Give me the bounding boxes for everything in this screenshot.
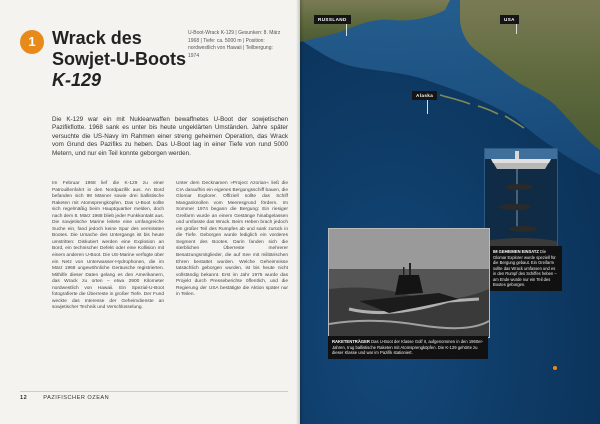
page-footer [20, 395, 109, 401]
page-number: 12 [20, 395, 28, 401]
title-line-2: Sowjet-U-Boots [52, 49, 186, 69]
intro-paragraph: Die K-129 war ein mit Nuklearwaffen bewaffnetes U-Boot der sowjetischen Pazifikflotte. 1968 sank es unter bis heute ungeklärten Umständen. Jahre später versuchte die US-Navy im Rahmen einer streng geheimen Operation, das Wrack vom Grund des Pazifiks zu heben. Das U-Boot lag in einer Tiefe von rund 5000 Metern, und nur ein Teil konnte geborgen werden. [52, 116, 288, 157]
recovery-diagram [484, 148, 558, 248]
section-title: PAZIFISCHER OZEAN [43, 395, 110, 401]
russland-pointer [346, 24, 347, 36]
label-russland: RUSSLAND [314, 15, 351, 24]
label-alaska: Alaska [412, 91, 437, 100]
body-column-1: Im Februar 1968 lief die K-129 zu einer Patrouillenfahrt in den Nordpazifik aus. An Bord befanden sich 98 Männer sowie drei ballistische Raketen mit Atomsprengköpfen. Das U-Boot sollte sich regelmäßig beim Hauptquartier melden, doch nach dem 8. März 1968 blieb jeder Funkkontakt aus. Die sowjetische Marine leitete eine umfangreiche Suche ein, fand jedoch keine Spur des vermissten Bootes. Die Ursache des Untergangs ist bis heute umstritten: Diskutiert werden eine Explosion an Bord, ein technischer Defekt oder eine Kollision mit einem anderen U-Boot. Die US-Marine verfügte über ein Netz von Unterwasser-Hydrophonen, die im März 1968 ungewöhnliche Geräusche registrierten. Mithilfe dieser Daten gelang es den Amerikanern, das Wrack zu orten – etwa 2900 Kilometer nordwestlich von Hawaii. Ein Spezial-U-Boot fotografierte die Überreste in großer Tiefe. Der Fund weckte das Interesse der Geheimdienste an sowjetischer Technik und Verschlüsselung. [52, 181, 164, 311]
book-gutter [296, 0, 304, 424]
sidenote: U-Boot-Wrack K-129 | Gesunken: 8. März 1968 | Tiefe: ca. 5000 m | Position: nordwestlich von Hawaii | Teilbergung: 1974 [188, 30, 281, 59]
alaska-pointer [427, 100, 428, 114]
recovery-illustration [485, 149, 557, 247]
photo-caption [328, 336, 488, 359]
chapter-number-badge: 1 [20, 30, 44, 54]
footer-rule [20, 391, 288, 392]
photo-caption-heading: RAKETENTRÄGER [332, 339, 370, 344]
title-line-3: K-129 [52, 70, 102, 90]
usa-pointer [516, 24, 517, 34]
label-usa: USA [500, 15, 519, 24]
title-line-1: Wrack des [52, 28, 142, 48]
body-column-2: Unter dem Decknamen »Project Azorian« ließ die CIA daraufhin ein eigenes Bergungsschiff bauen, die Glomar Explorer. Offiziell sollte das Schiff Manganknollen vom Meeresgrund fördern. Im Sommer 1974 begann die Bergung: Ein riesiger Greifarm wurde an einem Gestänge hinabgelassen und umfasste das Wrack. Beim Heben brach jedoch ein großer Teil des Rumpfes ab und sank zurück in die Tiefe. Geborgen wurde lediglich ein vorderes Segment des Bootes. Darin fanden sich die sterblichen Überreste mehrerer Besatzungsmitglieder, die auf See mit militärischen Ehren bestattet wurden. Welche Geheimnisse tatsächlich geborgen wurden, ist bis heute nicht vollständig bekannt. Erst im Jahr 1975 wurde das Projekt durch Presseberichte öffentlich, und die Regierung der USA bestätigte die Aktion später nur in Teilen. [176, 181, 288, 298]
diagram-caption-text: Die Glomar Explorer wurde speziell für die Bergung gebaut. Ein Greifarm sollte das Wrack umfassen und es in den Rumpf des Schiffes heben – am Ende wurde nur ein Teil des Bootes geborgen. [493, 249, 557, 287]
wreck-location-marker [553, 366, 557, 370]
diagram-caption-heading: IM GEHEIMEN EINSATZ [493, 249, 539, 254]
submarine-illustration [329, 229, 489, 337]
submarine-photo [328, 228, 490, 338]
photo-caption-text: Das U-Boot der Klasse Golf II, aufgenommen in den 1960er-Jahren, trug ballistische Raketen mit Atomsprengköpfen. Die K-129 gehörte zu dieser Klasse und war im Pazifik stationiert. [332, 339, 484, 356]
diagram-caption [490, 246, 562, 291]
